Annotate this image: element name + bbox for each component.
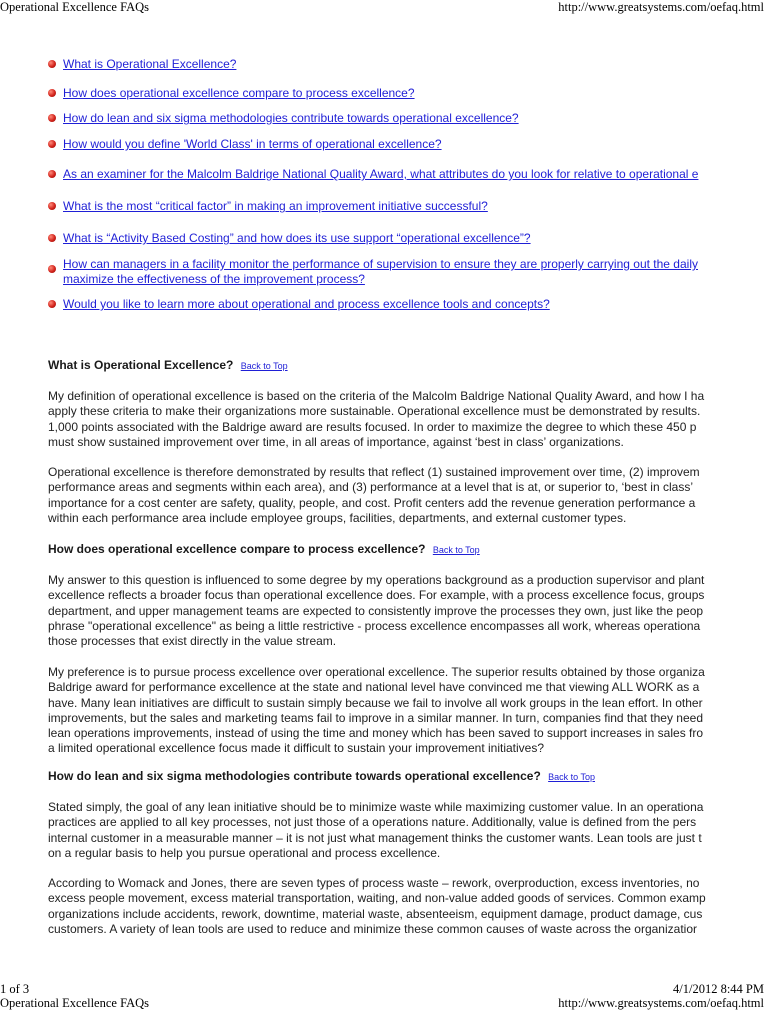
back-to-top-link[interactable]: Back to Top [432,545,480,555]
paragraph [48,465,768,526]
text-line: organizations include accidents, rework, downtime, material waste, absenteeism, equipment damage, product damage, cus [48,906,703,921]
faq-item [48,111,768,126]
faq-item [48,231,768,246]
section-heading [48,542,768,558]
faq-link-activity-based-costing[interactable]: What is “Activity Based Costing” and how does its use support “operational excellence”? [63,231,531,245]
text-line: My preference is to pursue process excellence over operational excellence. The superior results obtained by those organiza [48,665,705,679]
page-header-url: http://www.greatsystems.com/oefaq.html [558,0,764,14]
text-line: performance areas and segments within each area), and (3) performance at a level that is at, or superior to, ‘best in class’ [48,480,693,495]
text-line: improvements, but the sales and marketing teams fail to improve in a similar manner. In turn, companies find that they need [48,710,703,725]
text-line: those processes that exist directly in the value stream. [48,634,337,649]
text-line: Operational excellence is therefore demonstrated by results that reflect (1) sustained improvement over time, (2) improvem [48,465,700,479]
faq-item [48,137,768,152]
faq-link-world-class[interactable]: How would you define 'World Class' in terms of operational excellence? [63,137,442,151]
red-bullet-icon [48,60,56,68]
faq-link-monitor-supervision[interactable]: How can managers in a facility monitor the performance of supervision to ensure they are properly carrying out the daily maximize the effectiveness of the improvement process? [63,257,698,286]
text-line: on a regular basis to help you pursue operational and process excellence. [48,845,441,860]
text-line: Baldrige award for performance excellence at the state and national level have convinced me that viewing ALL WORK as a [48,680,700,695]
footer-url: http://www.greatsystems.com/oefaq.html [558,996,764,1010]
paragraph [48,389,768,450]
faq-item [48,297,768,312]
footer-title: Operational Excellence FAQs [0,996,150,1010]
section-title: What is Operational Excellence? [48,358,234,372]
text-line: 1,000 points associated with the Baldrige award are results focused. In order to maximize the degree to which these 450 p [48,419,697,434]
red-bullet-icon [48,140,56,148]
red-bullet-icon [48,300,56,308]
paragraph [48,800,768,861]
faq-link-learn-more[interactable]: Would you like to learn more about operational and process excellence tools and concepts? [63,297,550,311]
text-line: must show sustained improvement over time, in all areas of importance, against ‘best in class’ organizations. [48,434,624,449]
faq-item [48,167,768,182]
text-line: importance for a cost center are safety, quality, people, and cost. Profit centers add the revenue generation performance a [48,495,696,510]
paragraph [48,665,768,757]
text-line: practices are applied to all key processes, not just those of a operations nature. Additionally, value is defined from the pers [48,815,697,830]
text-line: phrase "operational excellence" as being a little restrictive - process excellence encompasses all work, whereas operationa [48,618,701,633]
print-datetime: 4/1/2012 8:44 PM [673,982,764,996]
text-line: apply these criteria to make their organizations more sustainable. Operational excellence must be demonstrated by results. [48,404,701,419]
red-bullet-icon [48,170,56,178]
text-line: department, and upper management teams are expected to consistently improve the processes they own, just like the peop [48,603,704,618]
faq-link-critical-factor[interactable]: What is the most “critical factor” in making an improvement initiative successful? [63,199,488,213]
section-title: How does operational excellence compare to process excellence? [48,542,426,556]
text-line: internal customer in a measurable manner – it is not just what management thinks the customer wants. Lean tools are just t [48,830,702,845]
faq-item [48,57,768,72]
text-line: have. Many lean initiatives are difficult to sustain simply because we fail to involve all work groups in the lean effort. In other [48,695,703,710]
faq-item [48,86,768,101]
paragraph [48,876,768,937]
text-line: excess people movement, excess material transportation, waiting, and non-value added goods of services. Common examp [48,891,706,906]
faq-item [48,257,768,287]
text-line: customers. A variety of lean tools are used to reduce and minimize these common causes of waste across the organizatior [48,921,697,936]
faq-item [48,199,768,214]
red-bullet-icon [48,234,56,242]
red-bullet-icon [48,265,56,273]
section-heading [48,769,768,785]
text-line: My definition of operational excellence is based on the criteria of the Malcolm Baldrige National Quality Award, and how I ha [48,389,705,403]
back-to-top-link[interactable]: Back to Top [548,772,595,782]
text-line: lean operations improvements, instead of using the time and money which has been saved to support increases in sales fro [48,726,704,741]
text-line: excellence reflects a broader focus than operational excellence does. For example, with a process excellence focus, groups [48,588,705,603]
section-heading [48,358,768,374]
page-number: 1 of 3 [0,982,30,996]
red-bullet-icon [48,89,56,97]
paragraph [48,573,768,649]
faq-link-what-is-oe[interactable]: What is Operational Excellence? [63,57,237,71]
text-line: within each performance area include employee groups, facilities, departments, and external customer types. [48,510,627,525]
text-line: a limited operational excellence focus made it difficult to sustain your improvement initiatives? [48,741,545,756]
back-to-top-link[interactable]: Back to Top [240,361,288,371]
text-line: My answer to this question is influenced to some degree by my operations background as a production supervisor and plant [48,573,705,587]
red-bullet-icon [48,202,56,210]
faq-link-oe-vs-process[interactable]: How does operational excellence compare to process excellence? [63,86,415,100]
faq-link-baldrige-examiner[interactable]: As an examiner for the Malcolm Baldrige National Quality Award, what attributes do you look for relative to operational e [63,167,699,181]
red-bullet-icon [48,114,56,122]
text-line: According to Womack and Jones, there are seven types of process waste – rework, overproduction, excess inventories, no [48,876,700,890]
page-header-title: Operational Excellence FAQs [0,0,150,14]
faq-link-lean-six-sigma[interactable]: How do lean and six sigma methodologies contribute towards operational excellence? [63,111,519,125]
text-line: Stated simply, the goal of any lean initiative should be to minimize waste while maximizing customer value. In an operationa [48,800,704,814]
section-title: How do lean and six sigma methodologies contribute towards operational excellence? [48,769,541,783]
